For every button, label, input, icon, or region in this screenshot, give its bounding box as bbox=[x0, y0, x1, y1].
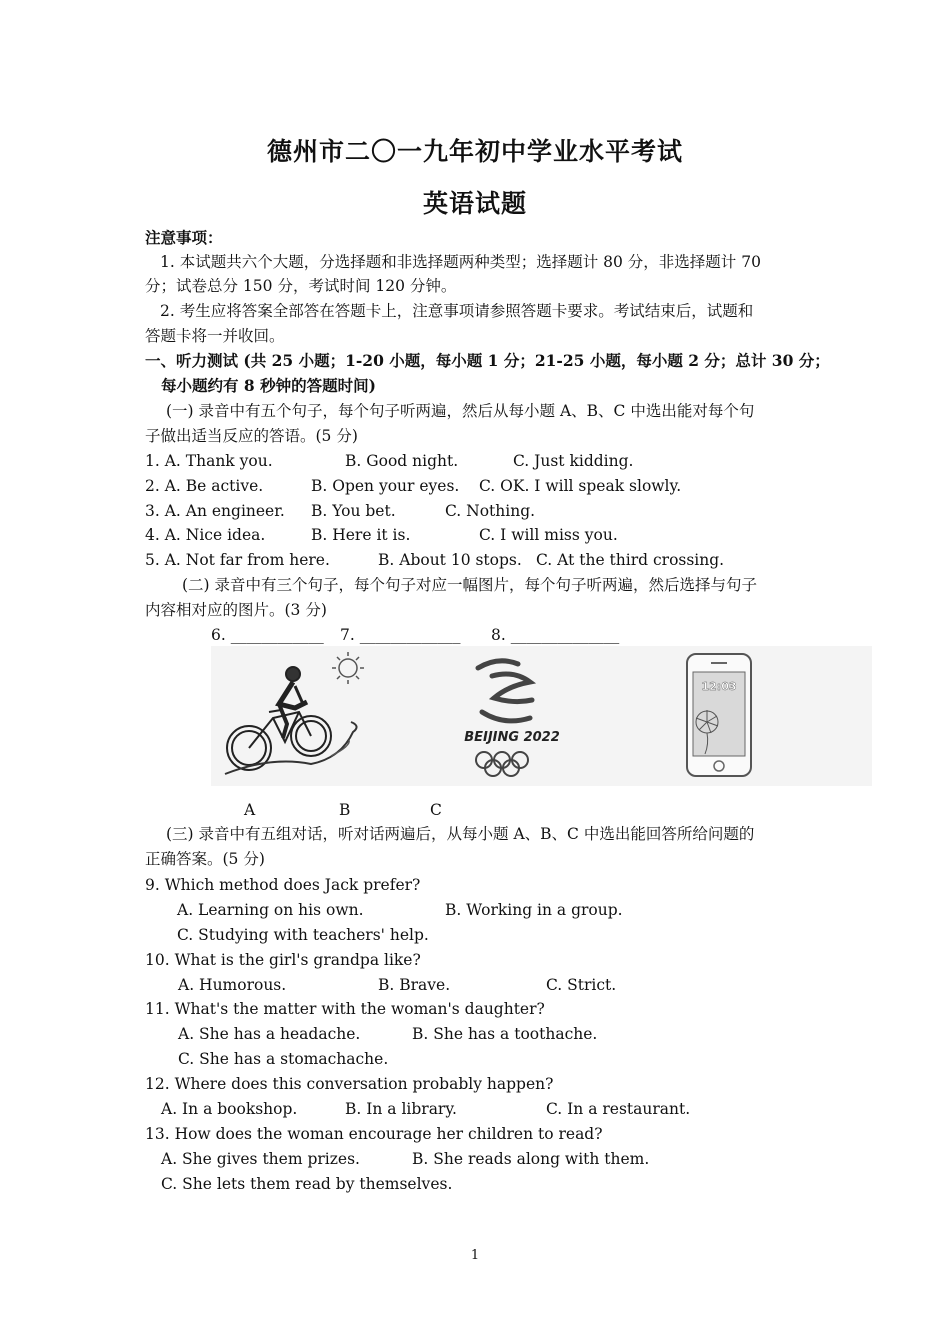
q12-option-b: B. In a library. bbox=[345, 1100, 457, 1118]
blank-7: 7. _____________ bbox=[340, 626, 461, 644]
q12-option-a: A. In a bookshop. bbox=[161, 1100, 298, 1118]
q9-option-c: C. Studying with teachers' help. bbox=[177, 926, 429, 944]
q9-option-b: B. Working in a group. bbox=[445, 901, 623, 919]
note-1-line-2: 分；试卷总分 150 分，考试时间 120 分钟。 bbox=[145, 277, 457, 295]
phone-time-text: 12:03 bbox=[701, 680, 737, 693]
note-2-line-2: 答题卡将一并收回。 bbox=[145, 327, 285, 345]
q3-option-c: C. Nothing. bbox=[445, 502, 536, 520]
question-12: 12. Where does this conversation probably happen? bbox=[145, 1075, 554, 1093]
q10-option-a: A. Humorous. bbox=[178, 976, 287, 994]
beijing-2022-emblem-picture bbox=[396, 646, 631, 786]
part-3-intro: (三) 录音中有五组对话，听对话两遍后，从每小题 A、B、C 中选出能回答所给问题的 bbox=[166, 825, 755, 843]
q3-option-a: 3. A. An engineer. bbox=[145, 502, 285, 520]
question-9: 9. Which method does Jack prefer? bbox=[145, 876, 421, 894]
q12-option-c: C. In a restaurant. bbox=[546, 1100, 691, 1118]
q13-option-b: B. She reads along with them. bbox=[412, 1150, 650, 1168]
q11-option-b: B. She has a toothache. bbox=[412, 1025, 598, 1043]
exam-title: 德州市二〇一九年初中学业水平考试 bbox=[266, 137, 683, 166]
q1-option-b: B. Good night. bbox=[345, 452, 459, 470]
blank-8: 8. ______________ bbox=[491, 626, 620, 644]
q4-option-c: C. I will miss you. bbox=[479, 526, 618, 544]
smartphone-picture bbox=[631, 646, 872, 786]
picture-label-a: A bbox=[244, 801, 256, 819]
q1-option-c: C. Just kidding. bbox=[513, 452, 634, 470]
q9-option-a: A. Learning on his own. bbox=[177, 901, 364, 919]
part-1-intro: (一) 录音中有五个句子，每个句子听两遍，然后从每小题 A、B、C 中选出能对每个句 bbox=[166, 402, 755, 420]
emblem-logo-text: BEIJING 2022 bbox=[464, 730, 560, 745]
page-number: 1 bbox=[470, 1248, 480, 1263]
part-2-intro: (二) 录音中有三个句子，每个句子对应一幅图片，每个句子听两遍，然后选择与句子 bbox=[182, 576, 758, 594]
q2-option-c: C. OK. I will speak slowly. bbox=[479, 477, 682, 495]
cyclist-picture bbox=[211, 646, 396, 786]
note-2-line-1: 2. 考生应将答案全部答在答题卡上，注意事项请参照答题卡要求。考试结束后，试题和 bbox=[160, 302, 754, 320]
q4-option-a: 4. A. Nice idea. bbox=[145, 526, 266, 544]
q10-option-c: C. Strict. bbox=[546, 976, 617, 994]
q5-option-c: C. At the third crossing. bbox=[536, 551, 725, 569]
part-1-intro-cont: 子做出适当反应的答语。(5 分) bbox=[145, 427, 358, 445]
picture-label-b: B bbox=[339, 801, 351, 819]
picture-label-c: C bbox=[430, 801, 442, 819]
blank-6: 6. ____________ bbox=[211, 626, 324, 644]
q3-option-b: B. You bet. bbox=[311, 502, 396, 520]
q2-option-a: 2. A. Be active. bbox=[145, 477, 264, 495]
part-2-intro-cont: 内容相对应的图片。(3 分) bbox=[145, 601, 327, 619]
note-1-line-1: 1. 本试题共六个大题，分选择题和非选择题两种类型；选择题计 80 分，非选择题计 70 bbox=[160, 253, 761, 271]
q10-option-b: B. Brave. bbox=[378, 976, 451, 994]
exam-subtitle: 英语试题 bbox=[422, 189, 527, 218]
question-10: 10. What is the girl's grandpa like? bbox=[145, 951, 421, 969]
q11-option-c: C. She has a stomachache. bbox=[178, 1050, 389, 1068]
q5-option-a: 5. A. Not far from here. bbox=[145, 551, 330, 569]
section-1-heading: 一、听力测试 (共 25 小题；1-20 小题，每小题 1 分；21-25 小题，每小题 2 分；总计 30 分； bbox=[145, 351, 830, 370]
q5-option-b: B. About 10 stops. bbox=[378, 551, 522, 569]
part-3-intro-cont: 正确答案。(5 分) bbox=[145, 850, 265, 868]
question-11: 11. What's the matter with the woman's daughter? bbox=[145, 1000, 545, 1018]
question-13: 13. How does the woman encourage her children to read? bbox=[145, 1125, 603, 1143]
q2-option-b: B. Open your eyes. bbox=[311, 477, 460, 495]
section-1-heading-cont: 每小题约有 8 秒钟的答题时间) bbox=[161, 376, 376, 395]
q4-option-b: B. Here it is. bbox=[311, 526, 411, 544]
q13-option-a: A. She gives them prizes. bbox=[161, 1150, 360, 1168]
notes-heading: 注意事项： bbox=[145, 228, 223, 247]
q11-option-a: A. She has a headache. bbox=[178, 1025, 361, 1043]
q13-option-c: C. She lets them read by themselves. bbox=[161, 1175, 453, 1193]
q1-option-a: 1. A. Thank you. bbox=[145, 452, 273, 470]
